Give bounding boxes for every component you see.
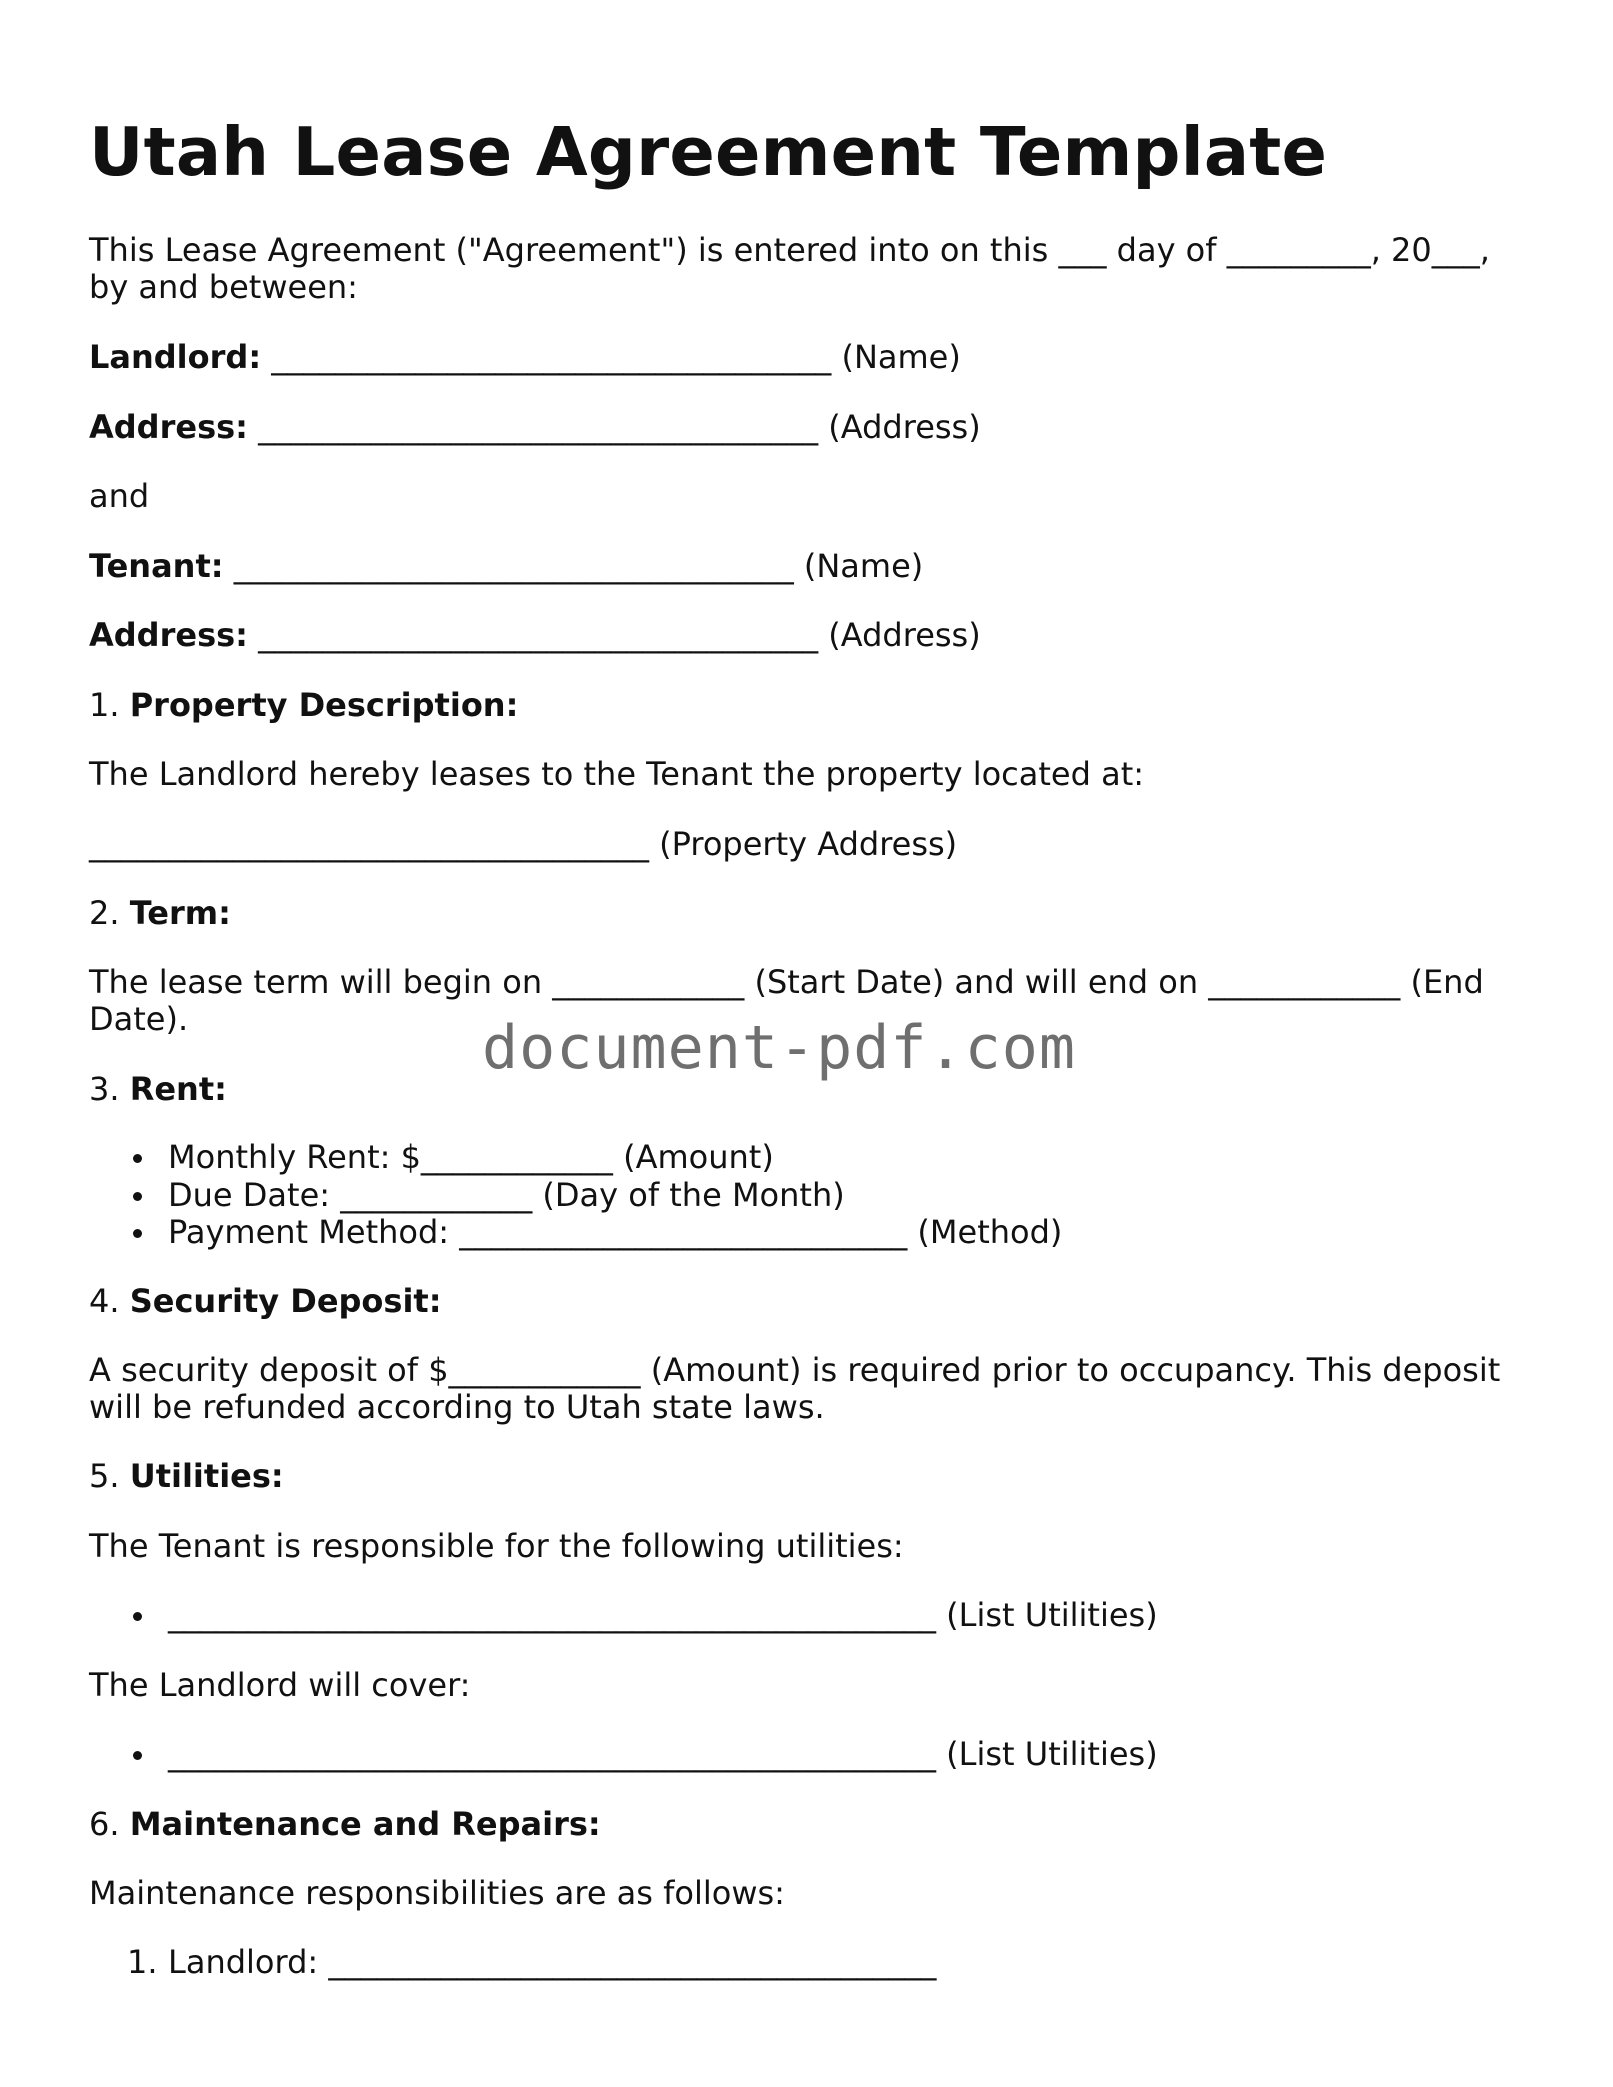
tenant-utilities-list [89, 1597, 1158, 1635]
term-text: The lease term will begin on ____________ (Start Date) and will end on ____________ (End Date). [89, 963, 1484, 1038]
section-number: 6. [89, 1805, 130, 1843]
section-title: Property Description: [129, 686, 519, 724]
section-3-heading [89, 1071, 227, 1108]
landlord-address-blank: ___________________________________ (Address) [247, 408, 981, 446]
section-number: 5. [89, 1457, 130, 1495]
tenant-address-label: Address: [89, 616, 248, 654]
section-title: Security Deposit: [129, 1282, 442, 1320]
section-6-heading [89, 1806, 601, 1843]
section-number: 2. [89, 894, 130, 932]
section-2-heading [89, 895, 231, 932]
tenant-address-blank: ___________________________________ (Address) [247, 616, 981, 654]
tenant-name-blank: ___________________________________ (Name) [223, 547, 924, 585]
landlord-label: Landlord: [89, 338, 262, 376]
maintenance-list [89, 1944, 936, 1982]
list-item: ________________________________________________ (List Utilities) [89, 1597, 1158, 1635]
property-address-blank: ___________________________________ (Property Address) [89, 825, 958, 863]
landlord-line [89, 339, 961, 376]
list-item [89, 1944, 936, 1982]
deposit-text: A security deposit of $____________ (Amount) is required prior to occupancy. This deposit will be refunded according to Utah state laws. [89, 1351, 1501, 1426]
maintenance-text: Maintenance responsibilities are as follows: [89, 1874, 785, 1912]
tenant-line [89, 548, 923, 585]
rent-list [89, 1139, 1062, 1252]
landlord-utilities-text: The Landlord will cover: [89, 1666, 471, 1704]
list-number: 1. [127, 1943, 158, 1981]
watermark-text: document-pdf.com [482, 1013, 1076, 1083]
section-title: Rent: [129, 1070, 227, 1108]
tenant-utilities-text: The Tenant is responsible for the following utilities: [89, 1527, 904, 1565]
list-item: Monthly Rent: $____________ (Amount) [89, 1139, 1062, 1177]
section-number: 1. [89, 686, 130, 724]
landlord-address-label: Address: [89, 408, 248, 446]
list-text: Landlord: ______________________________________ [168, 1943, 937, 1981]
list-item: Due Date: ____________ (Day of the Month) [89, 1177, 1062, 1215]
section-title: Term: [129, 894, 231, 932]
list-item: Payment Method: ____________________________ (Method) [89, 1214, 1062, 1252]
section-4-heading [89, 1283, 442, 1320]
list-item: ________________________________________________ (List Utilities) [89, 1736, 1158, 1774]
tenant-label: Tenant: [89, 547, 224, 585]
intro-paragraph: This Lease Agreement ("Agreement") is entered into on this ___ day of _________, 20___, by and between: [89, 231, 1490, 306]
property-text: The Landlord hereby leases to the Tenant the property located at: [89, 755, 1145, 793]
tenant-address-line [89, 617, 981, 654]
section-5-heading [89, 1458, 284, 1495]
section-number: 4. [89, 1282, 130, 1320]
section-title: Maintenance and Repairs: [129, 1805, 601, 1843]
section-number: 3. [89, 1070, 130, 1108]
landlord-name-blank: ___________________________________ (Name) [261, 338, 961, 376]
section-1-heading [89, 687, 518, 724]
and-text: and [89, 477, 150, 515]
landlord-utilities-list [89, 1736, 1158, 1774]
landlord-address-line [89, 409, 981, 446]
section-title: Utilities: [129, 1457, 284, 1495]
page-title: Utah Lease Agreement Template [89, 113, 1328, 191]
